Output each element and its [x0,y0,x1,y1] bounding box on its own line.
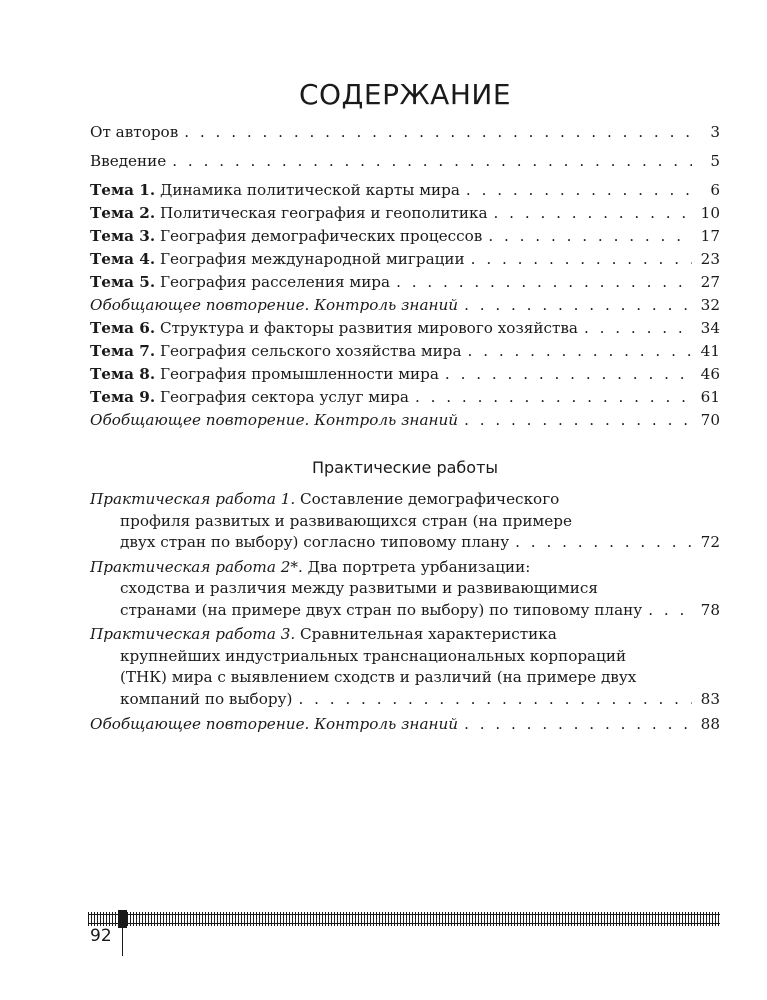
toc-entry [90,248,720,271]
toc-entry-text: Введение [90,152,167,170]
leader-dots [172,150,692,173]
practical-section-heading: Практические работы [311,458,499,477]
practical-work-last-line [90,600,720,622]
toc-page-number: 41 [700,342,720,360]
toc-entry [90,294,720,317]
toc-page-number: 32 [700,296,720,314]
toc-entry-text: География демографических процессов [155,227,483,245]
toc-entry-label [90,121,178,144]
practical-work-entry [90,489,720,554]
practical-work-last-line [90,532,720,554]
practical-work-title: Практическая работа 1. [90,490,296,508]
toc-entry-label [90,225,482,248]
practical-work-text: двух стран по выбору) согласно типовому плану [120,533,510,551]
practical-work-continuation: крупнейших индустриальных транснациональных корпораций [120,646,627,665]
toc-entry-label [90,363,439,386]
practical-work-title: Практическая работа 2*. [90,557,303,576]
toc-topic-number: Тема 9. [90,388,156,406]
toc-page-number: 17 [700,227,720,245]
toc-page-number: 23 [700,250,720,268]
toc-topic-number: Тема 3. [90,227,156,245]
toc-topic-number: Тема 1. [90,181,156,199]
practical-work-first-line [90,489,720,511]
toc-entry-label [90,317,578,340]
toc-entry [90,340,720,363]
toc-entry-text: География сектора услуг мира [155,388,409,406]
toc-entry [90,363,720,386]
toc-page-number: 61 [700,388,720,406]
leader-dots [515,532,692,554]
toc-entry-text: География промышленности мира [155,365,439,383]
toc-entry-label [90,271,390,294]
toc-entry [90,409,720,432]
practical-work-text: Сравнительная характеристика [295,625,557,643]
leader-dots [468,340,692,363]
practical-work-entry [90,624,720,710]
footer-line-bottom [88,923,720,924]
toc-page-number: 72 [700,533,720,551]
leader-dots [396,271,692,294]
toc-entry-label [90,202,488,225]
toc-entry-label [90,248,465,271]
toc-entry-label [90,294,458,317]
toc-entry [90,225,720,248]
toc-entry-text: География сельского хозяйства мира [155,342,462,360]
practical-work-text: компаний по выбору) [120,689,293,708]
leader-dots [488,225,692,248]
toc-page-number: 88 [700,715,720,733]
toc-topic-number: Тема 6. [90,319,156,337]
toc-entry-text: Обобщающее повторение. Контроль знаний [90,411,459,429]
table-of-contents [90,121,720,432]
toc-entry-text: Обобщающее повторение. Контроль знаний [90,715,459,733]
practical-work-continuation: профиля развитых и развивающихся стран (на примере [120,511,572,530]
page-title: СОДЕРЖАНИЕ [298,78,512,111]
practical-work-first-line [90,557,720,579]
leader-dots [464,409,692,432]
leader-dots [584,317,692,340]
toc-entry-label [90,340,462,363]
toc-page-number: 83 [700,689,720,708]
toc-page-number: 27 [700,273,720,291]
page-content [90,78,720,736]
toc-topic-number: Тема 4. [90,250,156,268]
leader-dots [464,713,692,736]
toc-page-number: 3 [710,123,720,141]
practical-work-continuation: сходства и различия между развитыми и развивающимися [120,579,598,597]
leader-dots [298,689,692,711]
footer-marker-line [122,926,123,956]
toc-topic-number: Тема 8. [90,365,156,383]
toc-entry [90,202,720,225]
toc-page-number: 78 [700,600,720,619]
toc-entry-label [90,386,409,409]
toc-entry-text: Политическая география и геополитика [155,204,488,222]
toc-page-number: 6 [710,181,720,199]
toc-entry-text: Обобщающее повторение. Контроль знаний [90,296,459,314]
toc-entry-label [90,150,166,173]
toc-entry [90,150,720,173]
leader-dots [466,179,692,202]
toc-topic-number: Тема 2. [90,204,156,222]
toc-entry-label [90,179,460,202]
footer-rule [88,912,720,926]
toc-entry-label [90,713,458,736]
toc-topic-number: Тема 5. [90,273,156,291]
footer-line-top [88,914,720,915]
toc-entry-label [90,409,458,432]
practical-work-last-line [90,689,720,711]
page-number: 92 [90,926,112,946]
toc-entry-text: География расселения мира [155,273,391,291]
toc-page-number: 70 [700,411,720,429]
practical-work-text: Составление демографического [295,490,560,508]
toc-entry [90,179,720,202]
practical-work-entry [90,557,720,622]
toc-entry-text: География международной миграции [155,250,465,268]
toc-entry [90,317,720,340]
leader-dots [445,363,692,386]
practical-work-first-line [90,624,720,646]
practical-work-title: Практическая работа 3. [90,625,296,643]
toc-entry [90,271,720,294]
practical-work-text: Два портрета урбанизации: [302,557,531,576]
practical-work-text: странами (на примере двух стран по выбору) по типовому плану [120,600,643,619]
toc-topic-number: Тема 7. [90,342,156,360]
toc-entry [90,386,720,409]
leader-dots [415,386,692,409]
leader-dots [471,248,692,271]
leader-dots [464,294,692,317]
toc-entry-final [90,713,720,736]
toc-entry-text: Структура и факторы развития мирового хозяйства [155,319,578,337]
toc-entry-text: Динамика политической карты мира [155,181,460,199]
leader-dots [648,600,692,622]
leader-dots [494,202,692,225]
toc-entry-text: От авторов [90,123,179,141]
practical-work-continuation: (ТНК) мира с выявлением сходств и различий (на примере двух [120,668,637,686]
toc-page-number: 10 [700,204,720,222]
toc-page-number: 5 [710,152,720,170]
practical-works-list [90,489,720,710]
toc-page-number: 34 [700,319,720,337]
leader-dots [184,121,692,144]
toc-entry [90,121,720,144]
toc-page-number: 46 [700,365,720,383]
